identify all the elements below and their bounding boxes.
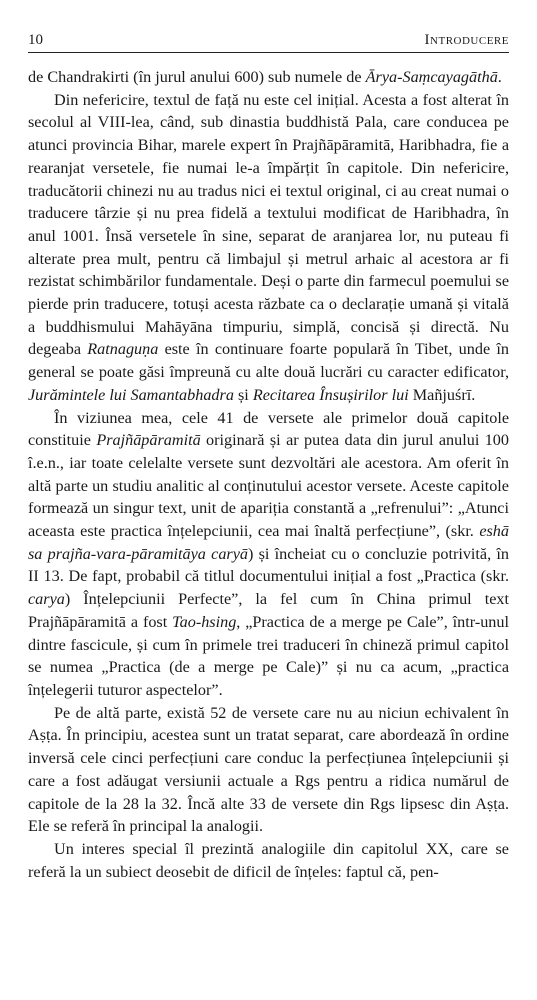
page-number: 10 [28, 32, 43, 48]
paragraph [28, 702, 509, 838]
text-run: . [497, 68, 502, 86]
body-text [28, 66, 509, 883]
italic-text: Jurămintele lui Samantabhadra [28, 385, 234, 404]
text-run: de Chandrakirti (în jurul anului 600) sub numele de [28, 68, 366, 86]
text-run: Din nefericire, textul de față nu este cel inițial. Acesta a fost alterat în secolul al VIII-lea, când, sub dinastia buddhistă Pala, care conducea pe atunci provincia Bihar, marele expert în Prajñāpāramitā, Haribhadra, fie a rearanjat versetele, fie numai le-a împărțit în capitole. Din nefericire, traducătorii chinezi nu au tradus nici ei textul original, ci au creat numai o traducere târzie și nu prea fidelă a textului modificat de Haribhadra, în anul 1001. Însă versetele în sine, separat de aranjarea lor, nu puteau fi alterate prea mult, pentru că limbajul și metrul arhaic al acestora ar fi rezistat schimbărilor fundamentale. Deși o parte din farmecul poemului se pierde prin traducere, totuși acesta răzbate ca o declarație umană și vitală a buddhismului Mahāyāna timpuriu, simplă, concisă și directă. Nu degeaba [28, 90, 509, 359]
text-run: ) Înțelepciunii Perfecte”, la fel cum în China primul text Prajñāpāramitā a fost [28, 590, 509, 631]
running-header [28, 30, 509, 53]
text-run: Mañjuśrī. [408, 385, 476, 404]
italic-text: Ratnaguṇa [87, 340, 159, 359]
text-run: Pe de altă parte, există 52 de versete care nu au niciun echivalent în Aṣṭa. În principiu, acestea sunt un tratat separat, care abordează în ordine inversă cele cinci perfecțiuni care conduc la perfecțiunea înțelepciunii și care a fost adăugat versiunii actuale a Rgs pentru a ridica numărul de capitole de la 28 la 32. Încă alte 33 de versete din Rgs lipsesc din Aṣṭa. Ele se referă în principal la analogii. [28, 703, 509, 836]
italic-text: carya [28, 590, 65, 609]
italic-text: eshā sa prajña-vara-pāramitāya caryā [28, 522, 509, 563]
paragraph [28, 407, 509, 702]
paragraph [28, 66, 509, 89]
text-run: Un interes special îl prezintă analogiile din capitolul XX, care se referă la un subiect deosebit de dificil de înțeles: faptul că, pen- [28, 839, 509, 881]
running-title: Introducere [424, 32, 509, 48]
paragraph [28, 89, 509, 407]
italic-text: Tao-hsing [172, 612, 237, 631]
text-run: este în continuare foarte populară în Tibet, unde în general se poate găsi împreună cu alte două lucrări cu caracter edificator, [28, 340, 509, 382]
italic-text: Recitarea Însușirilor lui [252, 385, 409, 404]
text-run: În viziunea mea, cele 41 de versete ale primelor două capitole constituie [28, 408, 509, 450]
italic-text: Prajñāpāramitā [96, 431, 201, 450]
text-run: ) și încheiat cu o concluzie potrivită, în II 13. De fapt, probabil că titlul documentului inițial a fost „Practica (skr. [28, 544, 509, 586]
paragraph [28, 838, 509, 883]
text-run: și [233, 385, 253, 404]
text-run: originară și ar putea data din jurul anului 100 î.e.n., iar toate celelalte versete sunt dezvoltări ale acestora. Am oferit în altă parte un studiu analitic al conținutului acestor versete. Aceste capitole formează un singur text, unit de apariția constantă a „refrenului”: „Atunci aceasta este practica înțelepciunii, cea mai înaltă perfecțiune”, (skr. [28, 431, 509, 541]
italic-text: Ārya-Saṃcayagāthā [365, 68, 498, 86]
text-run: , „Practica de a merge pe Cale”, într-unul dintre fascicule, și cum în primele trei traduceri în chineză primul capitol se numea „Practica (de a merge pe Cale)” și nu ca acum, „practica înțelegerii tuturor aspectelor”. [28, 612, 509, 699]
